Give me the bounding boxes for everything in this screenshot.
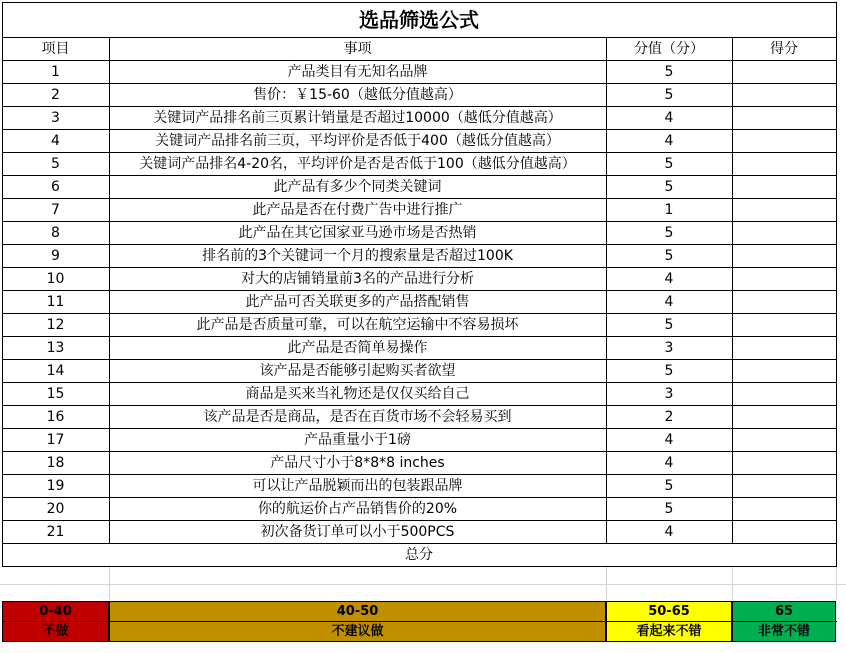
row-index-cell[interactable]: 5 [51,155,60,172]
row-item-cell[interactable]: 此产品是否质量可靠，可以在航空运输中不容易损坏 [196,316,519,333]
row-score-cell[interactable] [732,405,836,428]
legend-verdict: 不做 [42,623,69,639]
row-index-cell[interactable]: 10 [46,270,65,287]
row-weight-cell[interactable]: 1 [664,201,674,218]
row-index-cell[interactable]: 16 [46,408,65,425]
row-weight-cell[interactable]: 5 [664,247,674,264]
row-index-cell[interactable]: 4 [51,132,60,149]
row-item-cell[interactable]: 该产品是否是商品，是否在百货市场不会轻易买到 [203,408,512,425]
row-weight-cell[interactable]: 5 [664,316,674,333]
row-index-cell[interactable]: 18 [46,454,65,471]
row-item-cell[interactable]: 可以让产品脱颖而出的包装跟品牌 [252,477,463,494]
row-item-cell[interactable]: 对大的店铺销量前3名的产品进行分析 [241,270,474,287]
row-score-cell[interactable] [732,359,836,382]
row-score-cell[interactable] [732,313,836,336]
row-score-cell[interactable] [732,198,836,221]
row-item-cell[interactable]: 此产品在其它国家亚马逊市场是否热销 [238,224,477,241]
row-index-cell[interactable]: 14 [46,362,65,379]
row-score-cell[interactable] [732,106,836,129]
row-index-cell[interactable]: 15 [46,385,65,402]
row-weight-cell[interactable]: 3 [664,385,674,402]
row-index-cell[interactable]: 9 [51,247,60,264]
row-index-cell[interactable]: 17 [46,431,65,448]
legend-range: 65 [774,604,794,620]
row-score-cell[interactable] [732,244,836,267]
row-score-cell[interactable] [732,267,836,290]
row-item-cell[interactable]: 排名前的3个关键词一个月的搜索量是否超过100K [202,247,513,264]
row-item-cell[interactable]: 售价：￥15-60（越低分值越高） [253,86,462,103]
row-weight-cell[interactable]: 5 [664,86,674,103]
header-weight[interactable]: 分值（分） [634,40,704,57]
row-index-cell[interactable]: 11 [46,293,65,310]
row-score-cell[interactable] [732,428,836,451]
row-weight-cell[interactable]: 5 [664,362,674,379]
row-index-cell[interactable]: 1 [51,63,60,80]
row-score-cell[interactable] [732,451,836,474]
row-score-cell[interactable] [732,221,836,244]
row-weight-cell[interactable]: 5 [664,477,674,494]
row-item-cell[interactable]: 关键词产品排名前三页累计销量是否超过10000（越低分值越高） [153,109,562,126]
row-weight-cell[interactable]: 4 [664,431,674,448]
row-weight-cell[interactable]: 4 [664,270,674,287]
row-item-cell[interactable]: 此产品可否关联更多的产品搭配销售 [245,293,470,310]
row-weight-cell[interactable]: 4 [664,109,674,126]
row-weight-cell[interactable]: 5 [664,178,674,195]
row-score-cell[interactable] [732,336,836,359]
legend-verdict: 看起来不错 [636,623,702,639]
row-weight-cell[interactable]: 2 [664,408,674,425]
row-score-cell[interactable] [732,175,836,198]
row-score-cell[interactable] [732,152,836,175]
row-score-cell[interactable] [732,290,836,313]
row-score-cell[interactable] [732,129,836,152]
row-item-cell[interactable]: 产品重量小于1磅 [304,431,411,448]
row-index-cell[interactable]: 8 [51,224,60,241]
row-weight-cell[interactable]: 5 [664,500,674,517]
row-weight-cell[interactable]: 4 [664,523,674,540]
header-index[interactable]: 项目 [41,40,70,57]
row-score-cell[interactable] [732,497,836,520]
sheet-title[interactable]: 选品筛选公式 [359,7,479,32]
row-score-cell[interactable] [732,520,836,543]
row-weight-cell[interactable]: 4 [664,132,674,149]
row-item-cell[interactable]: 此产品是否简单易操作 [287,339,428,356]
header-item[interactable]: 事项 [343,40,372,57]
row-index-cell[interactable]: 6 [51,178,60,195]
row-item-cell[interactable]: 此产品是否在付费广告中进行推广 [252,201,463,218]
legend-verdict: 非常不错 [757,623,810,639]
row-weight-cell[interactable]: 5 [664,155,674,172]
row-score-cell[interactable] [732,60,836,83]
row-item-cell[interactable]: 此产品有多少个同类关键词 [273,178,442,195]
legend-verdict: 不建议做 [331,623,384,639]
row-index-cell[interactable]: 7 [51,201,60,218]
legend-range: 0-40 [39,604,72,620]
header-score[interactable]: 得分 [770,40,798,57]
legend-range: 40-50 [336,604,379,620]
row-item-cell[interactable]: 初次备货订单可以小于500PCS [260,523,455,540]
row-weight-cell[interactable]: 5 [664,63,674,80]
total-label[interactable]: 总分 [405,546,433,563]
row-score-cell[interactable] [732,382,836,405]
row-item-cell[interactable]: 产品类目有无知名品牌 [287,63,428,80]
row-index-cell[interactable]: 20 [46,500,65,517]
row-item-cell[interactable]: 商品是买来当礼物还是仅仅买给自己 [245,385,470,402]
row-index-cell[interactable]: 19 [46,477,65,494]
row-score-cell[interactable] [732,474,836,497]
row-item-cell[interactable]: 关键词产品排名4-20名，平均评价是否是否低于100（越低分值越高） [139,155,576,172]
row-index-cell[interactable]: 13 [46,339,65,356]
row-score-cell[interactable] [732,83,836,106]
row-index-cell[interactable]: 3 [51,109,60,126]
row-index-cell[interactable]: 12 [46,316,65,333]
legend-range: 50-65 [648,604,690,620]
row-item-cell[interactable]: 该产品是否能够引起购买者欲望 [259,362,456,379]
row-item-cell[interactable]: 产品尺寸小于8*8*8 inches [270,454,445,471]
row-index-cell[interactable]: 21 [46,523,65,540]
row-weight-cell[interactable]: 4 [664,293,674,310]
row-item-cell[interactable]: 你的航运价占产品销售价的20% [257,500,458,517]
row-item-cell[interactable]: 关键词产品排名前三页，平均评价是否低于400（越低分值越高） [155,132,560,149]
row-index-cell[interactable]: 2 [51,86,60,103]
row-weight-cell[interactable]: 5 [664,224,674,241]
row-weight-cell[interactable]: 3 [664,339,674,356]
row-weight-cell[interactable]: 4 [664,454,674,471]
